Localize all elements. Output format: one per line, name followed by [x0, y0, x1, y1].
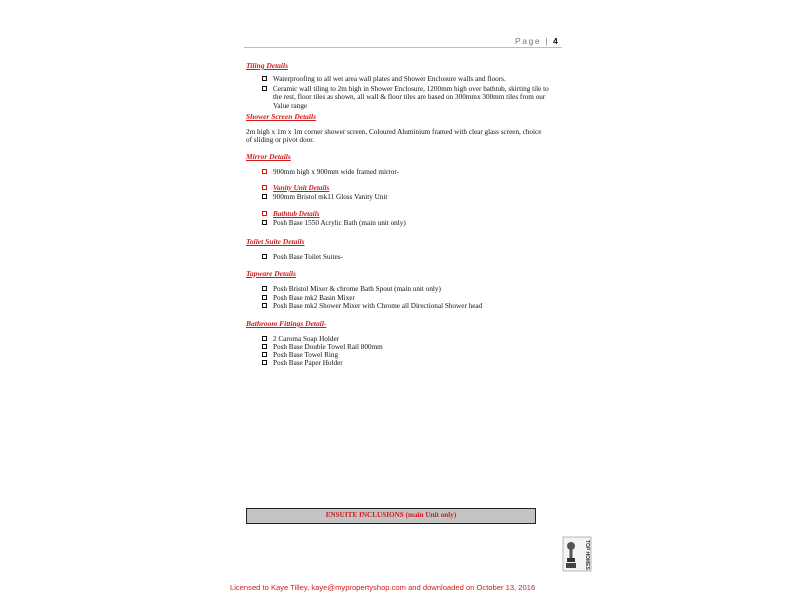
checklist-item: Posh Base mk2 Shower Mixer with Chrome all Directional Shower head — [262, 302, 558, 310]
shower-screen-heading: Shower Screen Details — [246, 112, 317, 121]
checklist-item: Posh Bristol Mixer & chrome Bath Spout (main unit only) — [262, 285, 558, 293]
page-label: Page | — [515, 36, 553, 46]
checklist-item: Posh Base Paper Holder — [262, 359, 558, 367]
bathtub-heading-item: Bathtub Details — [262, 210, 558, 218]
checkbox-icon — [262, 169, 267, 174]
ensuite-inclusions-banner: ENSUITE INCLUSIONS (main Unit only) — [246, 508, 536, 524]
page-number: 4 — [552, 36, 558, 46]
checklist-item: Posh Base mk2 Basin Mixer — [262, 294, 558, 302]
checklist-item: Waterproofing to all wet area wall plates and Shower Enclosure walls and floors. — [262, 75, 558, 83]
checklist-item: 900mm Bristol mk11 Gloss Vanity Unit — [262, 193, 558, 201]
checkbox-icon — [262, 220, 267, 225]
shower-screen-text: 2m high x 1m x 1m corner shower screen, Coloured Aluminium framed with clear glass screen, choice of sliding or pivot door. — [246, 128, 542, 145]
vanity-heading-item: Vanity Unit Details — [262, 184, 558, 192]
toilet-heading: Toilet Suite Details — [246, 237, 305, 246]
tapware-heading: Tapware Details — [246, 269, 296, 278]
fittings-heading: Bathroom Fittings Detail- — [246, 319, 327, 328]
tiling-heading: Tiling Details — [246, 61, 289, 70]
checkbox-icon — [262, 211, 267, 216]
checkbox-icon — [262, 76, 267, 81]
mirror-heading: Mirror Details — [246, 152, 291, 161]
checkbox-icon — [262, 86, 267, 91]
top-homes-award-icon — [562, 536, 592, 572]
svg-text:TOP HOMES: TOP HOMES — [584, 540, 590, 570]
checklist-item: Posh Base Towel Ring — [262, 351, 558, 359]
checkbox-icon — [262, 254, 267, 259]
checklist-item: Posh Base Double Towel Rail 800mm — [262, 343, 558, 351]
checklist-item: Ceramic wall tiling to 2m high in Shower Enclosure, 1200mm high over bathtub, skirting tile to the rest, floor tiles as shown, all wall & floor tiles are based on 300mmx 300mm tiles from our Value range — [262, 85, 558, 110]
license-footer: Licensed to Kaye Tilley, kaye@mypropertyshop.com and downloaded on October 13, 2016 — [230, 583, 536, 592]
checklist-item: Posh Base 1550 Acrylic Bath (main unit only) — [262, 219, 558, 227]
checkbox-icon — [262, 303, 267, 308]
checkbox-icon — [262, 286, 267, 291]
checkbox-icon — [262, 185, 267, 190]
checklist-item: 2 Caroma Soap Holder — [262, 335, 558, 343]
page-header — [515, 36, 558, 46]
checkbox-icon — [262, 295, 267, 300]
header-rule — [244, 47, 562, 48]
checkbox-icon — [262, 352, 267, 357]
checklist-item: Posh Base Toilet Suites- — [262, 253, 558, 261]
checklist-item: 900mm high x 900mm wide framed mirror- — [262, 168, 558, 176]
checkbox-icon — [262, 360, 267, 365]
checkbox-icon — [262, 336, 267, 341]
checkbox-icon — [262, 344, 267, 349]
checkbox-icon — [262, 194, 267, 199]
